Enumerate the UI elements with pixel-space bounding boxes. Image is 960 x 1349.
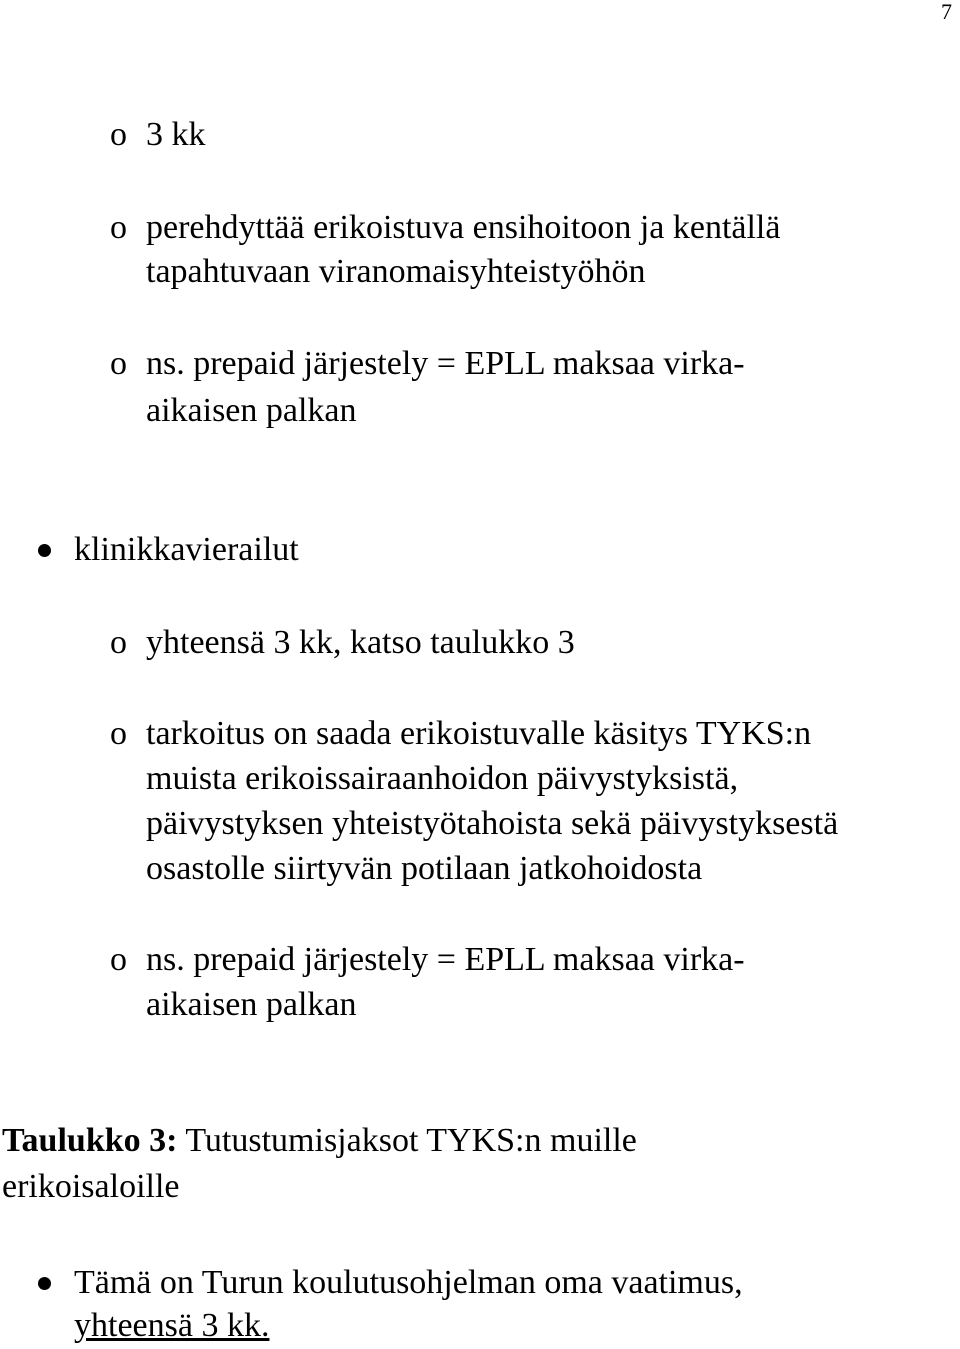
list-marker: o: [110, 345, 127, 382]
list-item-text: ns. prepaid järjestely = EPLL maksaa virka-: [146, 345, 745, 382]
list-marker: o: [110, 715, 127, 752]
list-item-text: aikaisen palkan: [146, 986, 357, 1023]
bullet-text-underlined: yhteensä 3 kk.: [74, 1307, 270, 1344]
list-item-text: päivystyksen yhteistyötahoista sekä päivystyksestä: [146, 805, 839, 842]
list-marker: o: [110, 624, 127, 661]
caption-title: Tutustumisjaksot TYKS:n muille: [177, 1122, 637, 1159]
list-item-text: muista erikoissairaanhoidon päivystyksistä,: [146, 760, 739, 797]
caption-title-continued: erikoisaloille: [2, 1168, 180, 1205]
list-marker: o: [110, 941, 127, 978]
caption-label: Taulukko 3:: [2, 1122, 178, 1159]
list-item-text: osastolle siirtyvän potilaan jatkohoidosta: [146, 850, 703, 887]
bullet-text: klinikkavierailut: [74, 531, 299, 568]
list-item-text: tarkoitus on saada erikoistuvalle käsitys TYKS:n: [146, 715, 812, 752]
list-item-text: perehdyttää erikoistuva ensihoitoon ja kentällä: [146, 209, 781, 246]
list-item-text: yhteensä 3 kk, katso taulukko 3: [146, 624, 575, 661]
list-marker: o: [110, 209, 127, 246]
bullet-icon: [38, 1277, 51, 1290]
bullet-icon: [38, 544, 51, 557]
list-item-text: ns. prepaid järjestely = EPLL maksaa virka-: [146, 941, 745, 978]
list-item-text: tapahtuvaan viranomaisyhteistyöhön: [146, 253, 646, 290]
bullet-text: Tämä on Turun koulutusohjelman oma vaatimus,: [74, 1264, 743, 1301]
list-item-text: 3 kk: [146, 116, 206, 153]
list-marker: o: [110, 116, 127, 153]
page-number: 7: [941, 0, 952, 24]
list-item-text: aikaisen palkan: [146, 392, 357, 429]
